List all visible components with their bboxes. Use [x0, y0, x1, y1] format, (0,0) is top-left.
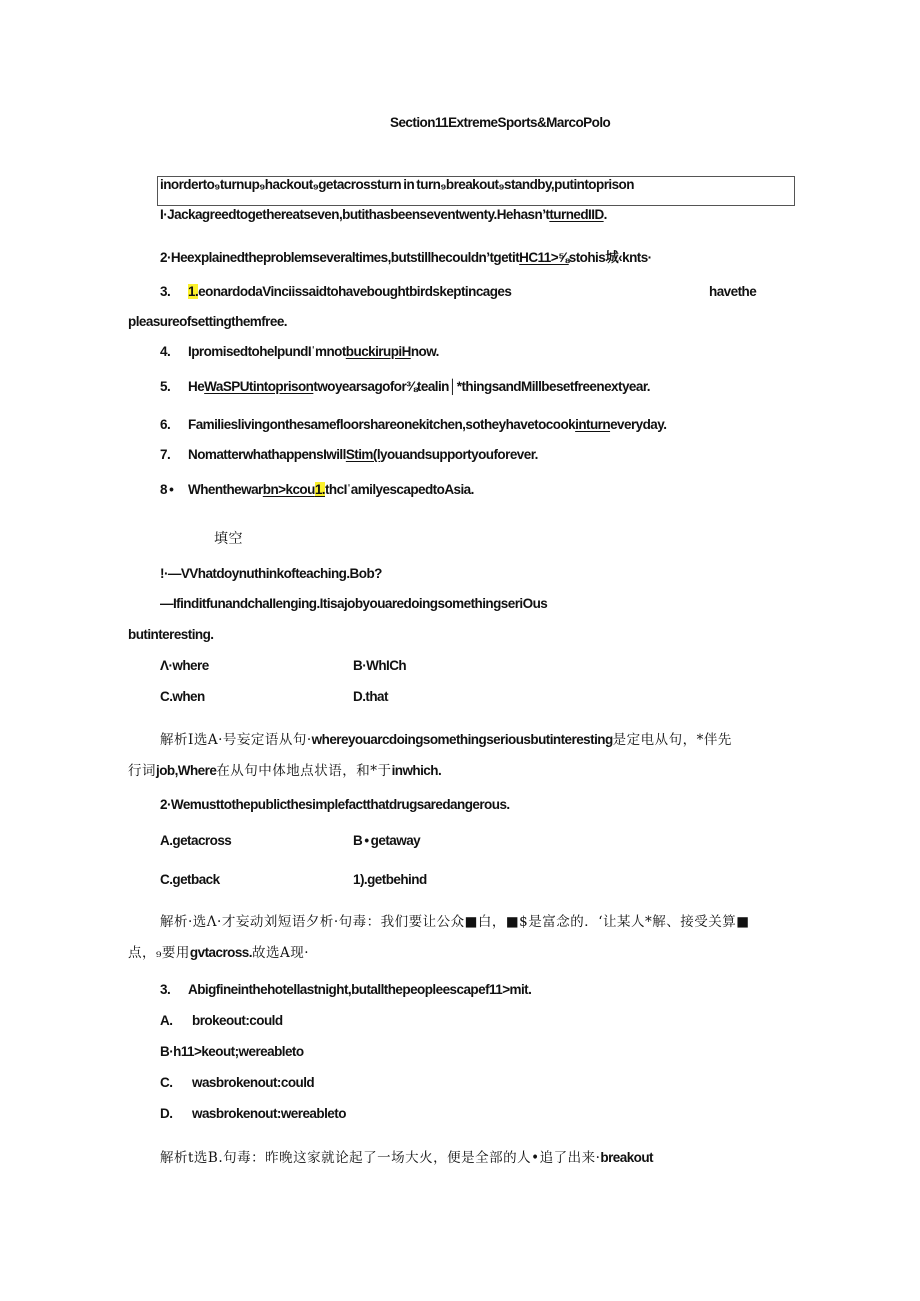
m3-exp-cn: 解析t选B.句毒：昨晚这家就论起了一场大火，便是全部的人•追了出来·: [160, 1150, 601, 1166]
m2-stem: 2·Wemusttothepublicthesimplefactthatdrugsaredangerous.: [160, 797, 510, 812]
question-7: [160, 446, 538, 464]
question-1: [160, 206, 607, 224]
q8-answer: bn>kcou: [262, 482, 315, 497]
q5-end: twoyearsagofor⅜tealin│*thingsandMillbesetfreenextyear.: [313, 379, 650, 394]
m2-option-d: 1).getbehind: [353, 872, 427, 887]
m1-option-b: B·WhICh: [353, 658, 407, 673]
question-4: [160, 343, 439, 361]
q7-end: youandsupportyouforever.: [380, 447, 538, 462]
m2-option-b: B • getaway: [353, 833, 421, 848]
m3-exp-en: breakout: [600, 1150, 654, 1165]
m3-option-d-text: wasbrokenout:wereableto: [192, 1106, 346, 1121]
m3-option-b: B·h11>keout;wereableto: [160, 1044, 304, 1059]
m1-exp-cn2: 是定电从句，*伴先: [612, 732, 732, 748]
m1-exp2-cn: 行词: [128, 763, 156, 779]
q6-answer: inturn: [575, 417, 611, 432]
m3-option-a-text: brokeout:could: [192, 1013, 283, 1028]
q8-text: Whenthewar: [188, 482, 263, 497]
m2-explanation-line2: [128, 944, 309, 962]
q3-continued: pleasureofsettingthemfree.: [128, 314, 287, 329]
m3-stem-line: [160, 981, 531, 999]
q4-end: now.: [410, 344, 439, 359]
q1-end: .: [603, 207, 607, 222]
m1-line1: !·—VVhatdoynuthinkofteaching.Bob?: [160, 566, 382, 581]
m3-option-c-text: wasbrokenout:could: [192, 1075, 315, 1090]
m1-exp2-en2: inwhich.: [391, 763, 442, 778]
m1-exp-en: whereyouarcdoingsomethingseriousbutinteresting: [311, 732, 613, 747]
q8-highlight: 1.: [314, 482, 325, 497]
q7-text: NomatterwhathappensIwill: [188, 447, 346, 462]
m3-stem: Abigfineinthehotellastnight,butallthepeopleescapef11>mit.: [188, 982, 532, 997]
q3-number: 3.: [160, 284, 171, 299]
question-6: [160, 416, 666, 434]
m2-exp2-cn: 点，₉要用: [128, 945, 190, 961]
m2-option-a: A.getacross: [160, 833, 232, 848]
m3-option-d: [160, 1105, 346, 1123]
m1-exp2-en: job,Where: [156, 763, 217, 778]
m1-line3: butinteresting.: [128, 627, 214, 642]
question-5: [160, 378, 650, 396]
q5-text: He: [188, 379, 205, 394]
m3-option-d-label: D.: [160, 1106, 173, 1121]
m3-option-c-label: C.: [160, 1075, 173, 1090]
m1-line2: —IfinditfunandchaIIenging.ItisajobyouaredoingsomethingseriOus: [160, 596, 548, 611]
q4-number: 4.: [160, 344, 171, 359]
m2-exp2-cn2: 故选A现·: [251, 945, 310, 961]
m1-option-c: C.when: [160, 689, 205, 704]
question-8: [160, 481, 474, 499]
m1-exp-cn: 解析I选A·号妄定语从句·: [160, 732, 312, 748]
question-2: [160, 249, 652, 267]
m1-explanation-line1: [160, 731, 732, 749]
q6-text: Familieslivingonthesamefloorshareonekitchen,sotheyhavetocook: [188, 417, 576, 432]
question-3: [160, 283, 511, 301]
q3-tail: havethe: [709, 284, 757, 299]
m1-option-d: D.that: [353, 689, 388, 704]
section-label-fill-blank: 填空: [214, 531, 243, 547]
q7-answer: Stim(l: [345, 447, 381, 462]
m3-explanation: [160, 1149, 653, 1167]
q8-end: thcIˈamilyescapedtoAsia.: [324, 482, 474, 497]
q6-end: everyday.: [610, 417, 667, 432]
q3-highlight: 1.: [188, 284, 199, 299]
q5-number: 5.: [160, 379, 171, 394]
m1-exp2-cn2: 在从句中体地点状语，和*于: [216, 763, 392, 779]
q6-number: 6.: [160, 417, 171, 432]
m2-exp2-en: gvtacross.: [189, 945, 252, 960]
m3-option-a-label: A.: [160, 1013, 173, 1028]
m3-number: 3.: [160, 982, 171, 997]
q3-text: eonardodaVinciissaidtohaveboughtbirdskeptincages: [198, 284, 512, 299]
page-title: Section11ExtremeSports&MarcoPolo: [390, 115, 611, 130]
q1-answer: turnedIID: [549, 207, 604, 222]
q2-end: stohis城‹knts·: [568, 250, 652, 265]
q7-number: 7.: [160, 447, 171, 462]
m2-option-c: C.getback: [160, 872, 220, 887]
q8-number: 8 •: [160, 482, 174, 497]
m3-option-a: [160, 1012, 283, 1030]
m2-explanation-line1: 解析·选Λ·才妄动刘短语夕析·句毒：我们要让公众■白，■$是富念的．‘让某人*解、接受关算■: [160, 914, 750, 930]
word-box-text: inorderto₉turnup₉hackout₉getacrossturn in turn₉breakout₉standby,putintoprison: [160, 177, 634, 192]
q2-text: 2·Heexplainedtheproblemseveraltimes,butstillhecouldn’tgetit: [160, 250, 520, 265]
q1-text: I·Jackagreedtogethereatseven,butithasbeenseventwenty.Hehasn’t: [160, 207, 550, 222]
q5-answer: WaSPUtintoprison: [204, 379, 314, 394]
m3-option-c: [160, 1074, 314, 1092]
q4-text: IpromisedtohelpundIˈmnot: [188, 344, 346, 359]
m1-option-a: Λ·where: [160, 658, 209, 673]
q2-answer: HC11>⅝: [519, 250, 569, 265]
m1-explanation-line2: [128, 762, 441, 780]
q4-answer: buckirupiH: [345, 344, 411, 359]
